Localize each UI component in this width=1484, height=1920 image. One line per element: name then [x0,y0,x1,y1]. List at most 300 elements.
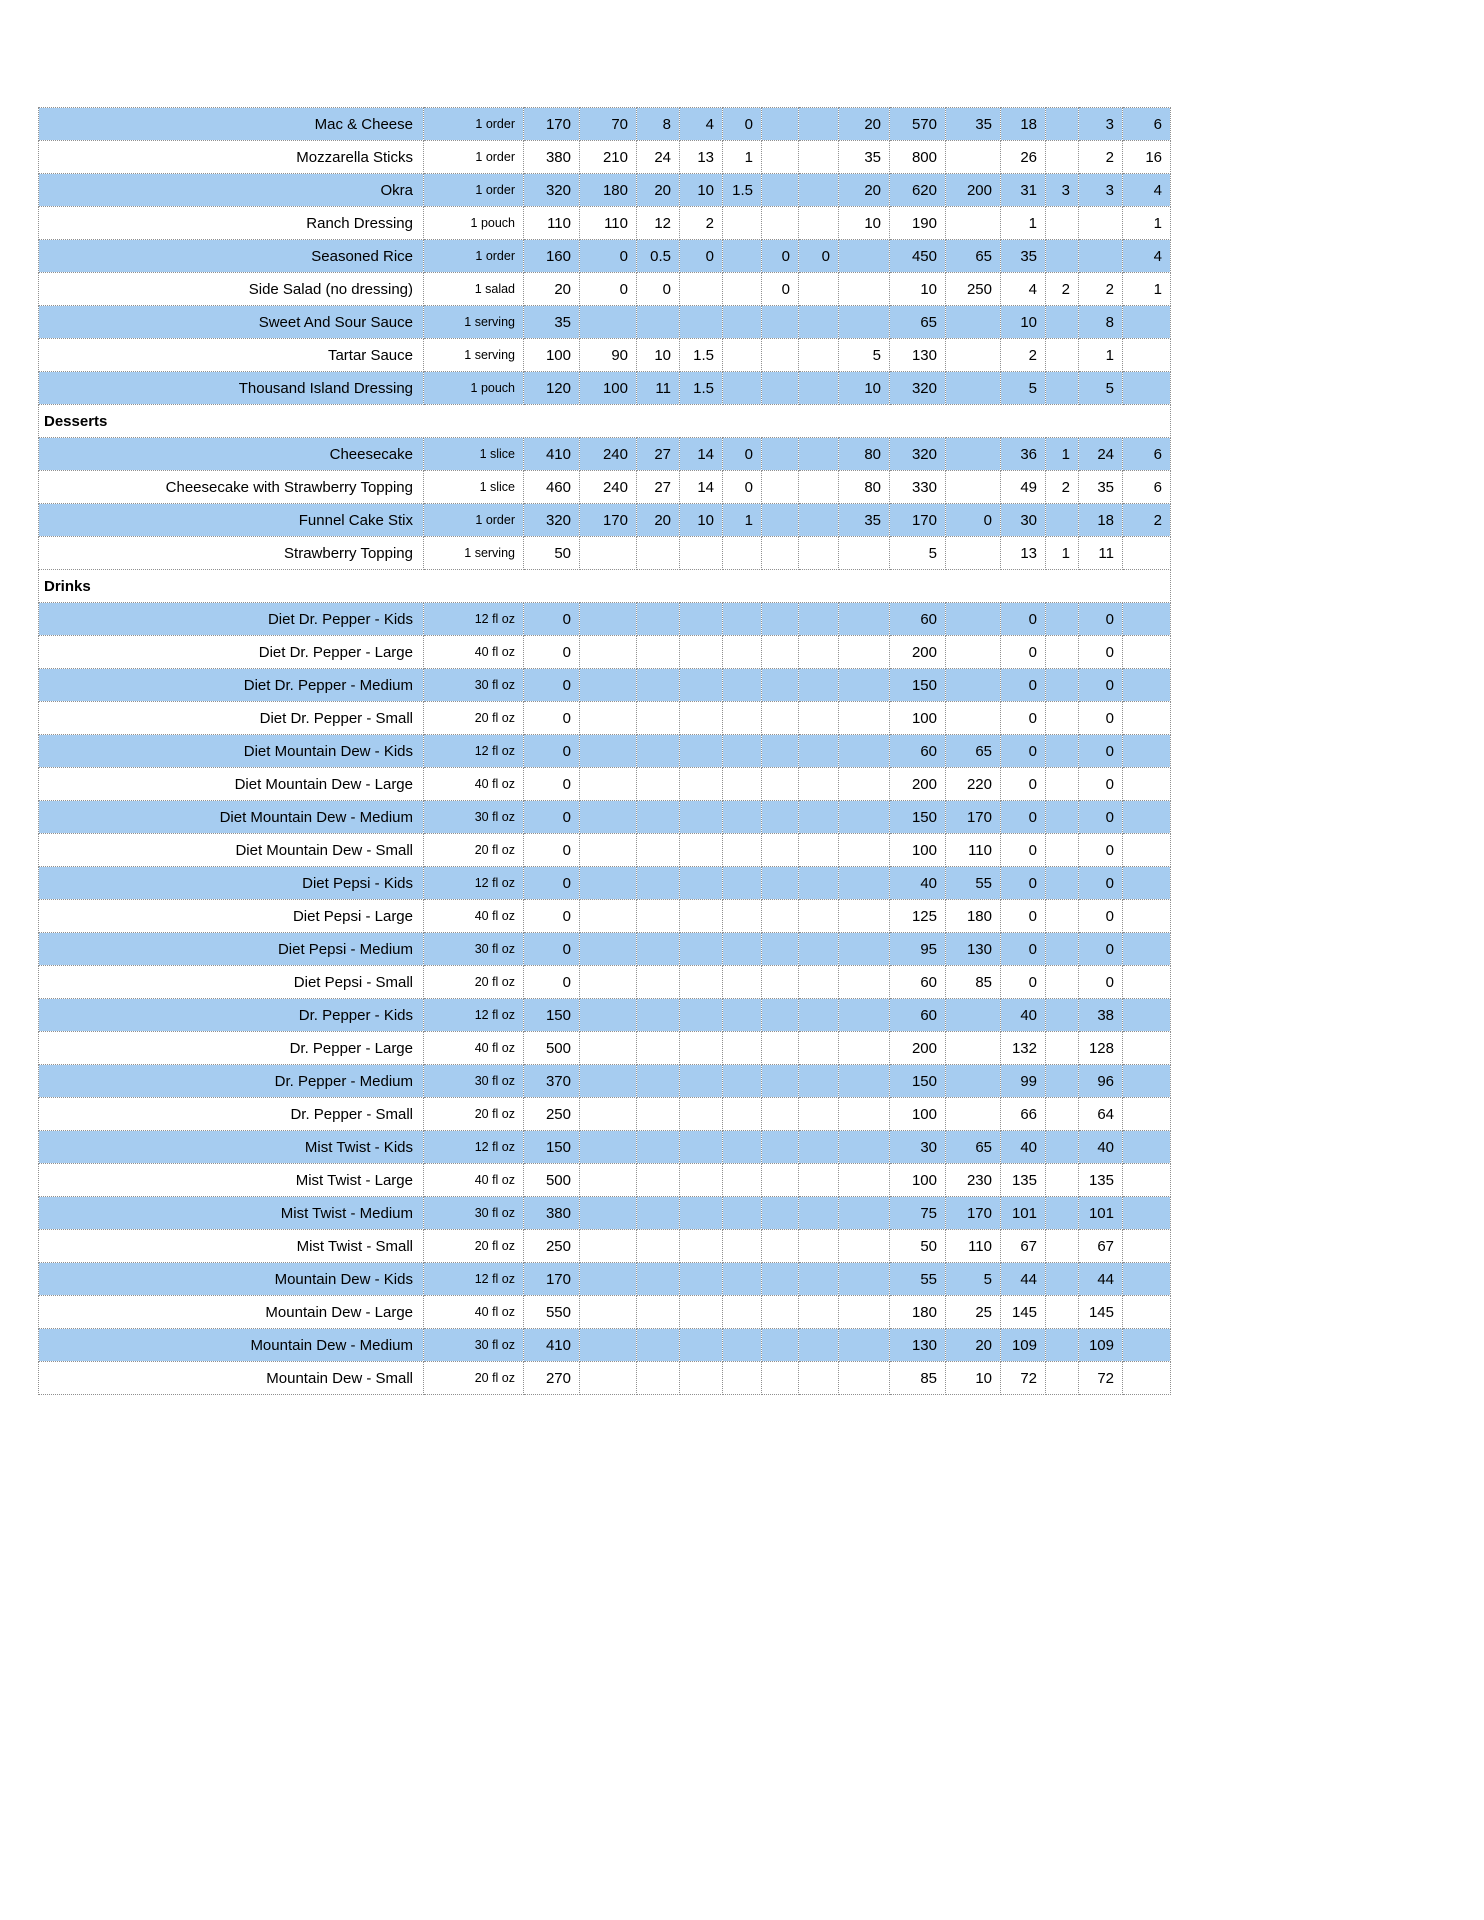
value-cell: 500 [524,1164,580,1197]
serving-size: 1 pouch [424,372,524,405]
value-cell [762,834,799,867]
value-cell [799,999,839,1032]
serving-size: 1 order [424,240,524,273]
value-cell: 320 [524,174,580,207]
value-cell: 460 [524,471,580,504]
item-name: Mountain Dew - Small [39,1362,424,1395]
value-cell [580,1230,637,1263]
value-cell [680,966,723,999]
value-cell [799,273,839,306]
value-cell: 101 [1001,1197,1046,1230]
value-cell: 60 [890,735,946,768]
serving-size: 40 fl oz [424,768,524,801]
value-cell: 0 [524,867,580,900]
value-cell [799,1164,839,1197]
value-cell: 0 [524,801,580,834]
value-cell [839,1131,890,1164]
value-cell [723,966,762,999]
serving-size: 30 fl oz [424,1329,524,1362]
section-header-row [39,570,1171,603]
value-cell: 100 [524,339,580,372]
value-cell [723,1032,762,1065]
value-cell [580,801,637,834]
value-cell [1046,1131,1079,1164]
value-cell: 0 [524,603,580,636]
value-cell: 4 [1123,240,1171,273]
serving-size: 12 fl oz [424,867,524,900]
value-cell: 8 [1079,306,1123,339]
value-cell [637,933,680,966]
value-cell [637,537,680,570]
value-cell: 13 [1001,537,1046,570]
value-cell: 85 [946,966,1001,999]
value-cell: 110 [946,1230,1001,1263]
value-cell [946,1032,1001,1065]
serving-size: 1 serving [424,306,524,339]
value-cell [946,306,1001,339]
value-cell: 50 [890,1230,946,1263]
value-cell: 18 [1001,108,1046,141]
value-cell [680,1098,723,1131]
value-cell [580,1329,637,1362]
value-cell [1046,999,1079,1032]
serving-size: 1 order [424,174,524,207]
item-name: Mist Twist - Medium [39,1197,424,1230]
value-cell [1046,933,1079,966]
value-cell [723,735,762,768]
value-cell [1046,504,1079,537]
item-name: Diet Pepsi - Medium [39,933,424,966]
section-header-row [39,405,1171,438]
value-cell [580,603,637,636]
value-cell [723,702,762,735]
serving-size: 12 fl oz [424,1263,524,1296]
value-cell [680,768,723,801]
value-cell: 35 [524,306,580,339]
value-cell: 170 [524,108,580,141]
value-cell: 230 [946,1164,1001,1197]
value-cell [799,834,839,867]
serving-size: 40 fl oz [424,1296,524,1329]
value-cell: 450 [890,240,946,273]
value-cell [1046,702,1079,735]
value-cell [637,1164,680,1197]
value-cell: 145 [1079,1296,1123,1329]
value-cell: 75 [890,1197,946,1230]
value-cell: 200 [890,636,946,669]
value-cell: 0 [1001,933,1046,966]
value-cell [762,1098,799,1131]
value-cell: 170 [890,504,946,537]
table-row [39,999,1171,1032]
value-cell: 4 [1123,174,1171,207]
value-cell: 800 [890,141,946,174]
value-cell [637,603,680,636]
value-cell [799,1032,839,1065]
item-name: Diet Dr. Pepper - Kids [39,603,424,636]
value-cell: 150 [524,1131,580,1164]
value-cell [580,1263,637,1296]
item-name: Diet Dr. Pepper - Medium [39,669,424,702]
item-name: Sweet And Sour Sauce [39,306,424,339]
value-cell [1079,240,1123,273]
value-cell: 55 [890,1263,946,1296]
value-cell [839,669,890,702]
value-cell: 0 [680,240,723,273]
value-cell: 35 [839,141,890,174]
table-row [39,1032,1171,1065]
value-cell: 2 [1123,504,1171,537]
value-cell: 0 [1079,603,1123,636]
value-cell: 250 [524,1230,580,1263]
value-cell: 96 [1079,1065,1123,1098]
value-cell [637,1263,680,1296]
item-name: Mountain Dew - Medium [39,1329,424,1362]
value-cell: 240 [580,471,637,504]
value-cell [680,1362,723,1395]
value-cell: 0 [946,504,1001,537]
value-cell [839,1296,890,1329]
value-cell: 49 [1001,471,1046,504]
table-row [39,108,1171,141]
value-cell [799,504,839,537]
value-cell: 145 [1001,1296,1046,1329]
value-cell [680,735,723,768]
value-cell [839,1362,890,1395]
value-cell [799,867,839,900]
value-cell [723,900,762,933]
value-cell [799,471,839,504]
item-name: Cheesecake [39,438,424,471]
value-cell [799,207,839,240]
value-cell [946,471,1001,504]
value-cell: 20 [637,174,680,207]
value-cell [580,966,637,999]
value-cell [1123,1197,1171,1230]
value-cell [1123,801,1171,834]
value-cell: 270 [524,1362,580,1395]
value-cell [680,537,723,570]
value-cell: 1 [1079,339,1123,372]
value-cell: 35 [1001,240,1046,273]
value-cell [723,240,762,273]
value-cell: 0 [524,735,580,768]
value-cell [799,141,839,174]
serving-size: 1 salad [424,273,524,306]
item-name: Diet Pepsi - Large [39,900,424,933]
value-cell [839,1263,890,1296]
value-cell [637,306,680,339]
value-cell: 0 [1079,669,1123,702]
value-cell [1123,372,1171,405]
value-cell [946,669,1001,702]
value-cell: 67 [1001,1230,1046,1263]
value-cell [1123,1362,1171,1395]
value-cell [799,174,839,207]
value-cell: 3 [1079,108,1123,141]
value-cell: 0 [1079,768,1123,801]
value-cell: 27 [637,471,680,504]
value-cell [1046,834,1079,867]
value-cell: 170 [524,1263,580,1296]
item-name: Diet Mountain Dew - Medium [39,801,424,834]
table-row [39,1296,1171,1329]
value-cell [580,999,637,1032]
value-cell [1123,867,1171,900]
serving-size: 1 order [424,108,524,141]
value-cell: 0 [723,108,762,141]
value-cell: 10 [637,339,680,372]
value-cell: 10 [680,504,723,537]
value-cell: 2 [680,207,723,240]
value-cell: 14 [680,438,723,471]
value-cell: 10 [839,372,890,405]
value-cell [1046,735,1079,768]
value-cell: 10 [680,174,723,207]
value-cell [799,768,839,801]
value-cell: 150 [890,801,946,834]
value-cell: 132 [1001,1032,1046,1065]
value-cell [1046,207,1079,240]
item-name: Mountain Dew - Large [39,1296,424,1329]
serving-size: 1 slice [424,438,524,471]
value-cell [799,966,839,999]
value-cell: 0 [1001,669,1046,702]
value-cell: 109 [1079,1329,1123,1362]
value-cell [839,966,890,999]
value-cell [580,768,637,801]
value-cell [762,372,799,405]
value-cell [680,273,723,306]
value-cell: 6 [1123,438,1171,471]
value-cell [680,1164,723,1197]
value-cell [723,669,762,702]
value-cell [839,1032,890,1065]
item-name: Okra [39,174,424,207]
value-cell [799,933,839,966]
value-cell [1123,999,1171,1032]
table-row [39,933,1171,966]
value-cell [762,603,799,636]
value-cell [946,636,1001,669]
value-cell: 60 [890,966,946,999]
value-cell [839,1164,890,1197]
value-cell: 160 [524,240,580,273]
value-cell [799,735,839,768]
value-cell [1046,1362,1079,1395]
value-cell: 13 [680,141,723,174]
value-cell: 85 [890,1362,946,1395]
value-cell [839,1197,890,1230]
value-cell [637,966,680,999]
value-cell [1046,1296,1079,1329]
value-cell [762,669,799,702]
value-cell [762,900,799,933]
value-cell: 200 [890,1032,946,1065]
item-name: Diet Dr. Pepper - Small [39,702,424,735]
value-cell: 20 [637,504,680,537]
value-cell: 210 [580,141,637,174]
value-cell: 200 [890,768,946,801]
value-cell [762,1065,799,1098]
value-cell [799,1263,839,1296]
value-cell: 1 [1046,438,1079,471]
value-cell: 130 [890,1329,946,1362]
value-cell: 2 [1001,339,1046,372]
value-cell [580,306,637,339]
serving-size: 30 fl oz [424,669,524,702]
value-cell [723,867,762,900]
value-cell [580,1032,637,1065]
value-cell [946,1098,1001,1131]
value-cell: 370 [524,1065,580,1098]
value-cell: 170 [580,504,637,537]
value-cell: 40 [1001,1131,1046,1164]
value-cell: 50 [524,537,580,570]
value-cell [637,735,680,768]
value-cell: 120 [524,372,580,405]
value-cell [637,669,680,702]
value-cell: 150 [524,999,580,1032]
value-cell: 0 [1079,966,1123,999]
value-cell: 20 [946,1329,1001,1362]
value-cell [839,801,890,834]
value-cell: 220 [946,768,1001,801]
value-cell: 95 [890,933,946,966]
table-row [39,372,1171,405]
value-cell [1123,1230,1171,1263]
value-cell [1046,801,1079,834]
item-name: Thousand Island Dressing [39,372,424,405]
value-cell [580,1164,637,1197]
value-cell: 2 [1079,273,1123,306]
value-cell [839,999,890,1032]
value-cell [799,603,839,636]
value-cell [723,603,762,636]
value-cell [799,1197,839,1230]
value-cell: 36 [1001,438,1046,471]
value-cell: 27 [637,438,680,471]
value-cell [1046,240,1079,273]
value-cell [580,834,637,867]
table-row [39,1230,1171,1263]
value-cell: 65 [946,240,1001,273]
value-cell [1046,1032,1079,1065]
value-cell [762,141,799,174]
table-row [39,966,1171,999]
value-cell [799,438,839,471]
table-row [39,174,1171,207]
value-cell [762,636,799,669]
value-cell: 3 [1046,174,1079,207]
value-cell: 0 [1079,636,1123,669]
value-cell [1123,339,1171,372]
value-cell [762,999,799,1032]
value-cell: 1 [723,504,762,537]
value-cell [799,702,839,735]
value-cell: 66 [1001,1098,1046,1131]
value-cell: 380 [524,1197,580,1230]
value-cell: 31 [1001,174,1046,207]
value-cell [839,603,890,636]
value-cell [1046,867,1079,900]
value-cell [680,1197,723,1230]
value-cell: 80 [839,471,890,504]
value-cell: 135 [1001,1164,1046,1197]
value-cell [637,1230,680,1263]
value-cell: 380 [524,141,580,174]
item-name: Mist Twist - Large [39,1164,424,1197]
value-cell [637,1032,680,1065]
value-cell: 180 [890,1296,946,1329]
value-cell: 0 [524,834,580,867]
value-cell [723,339,762,372]
value-cell [680,999,723,1032]
value-cell: 72 [1001,1362,1046,1395]
table-row [39,1263,1171,1296]
serving-size: 20 fl oz [424,1098,524,1131]
value-cell: 0 [1001,768,1046,801]
value-cell [637,900,680,933]
value-cell [799,1065,839,1098]
serving-size: 40 fl oz [424,636,524,669]
value-cell: 5 [1001,372,1046,405]
value-cell [1123,1296,1171,1329]
value-cell [580,1131,637,1164]
value-cell [839,702,890,735]
table-row [39,504,1171,537]
value-cell [946,438,1001,471]
value-cell [680,1329,723,1362]
value-cell [680,702,723,735]
value-cell [762,339,799,372]
value-cell [762,1329,799,1362]
value-cell [723,1164,762,1197]
value-cell [637,867,680,900]
serving-size: 1 serving [424,339,524,372]
value-cell [637,834,680,867]
section-header: Drinks [39,570,1171,603]
value-cell [1123,702,1171,735]
value-cell [580,735,637,768]
value-cell [1123,1098,1171,1131]
value-cell [946,1065,1001,1098]
item-name: Mist Twist - Small [39,1230,424,1263]
value-cell [839,240,890,273]
value-cell [839,834,890,867]
value-cell [1046,108,1079,141]
serving-size: 1 order [424,141,524,174]
value-cell [762,174,799,207]
value-cell [762,438,799,471]
value-cell [1123,900,1171,933]
item-name: Diet Mountain Dew - Large [39,768,424,801]
value-cell [762,504,799,537]
value-cell: 5 [890,537,946,570]
value-cell: 1 [1123,273,1171,306]
value-cell [723,372,762,405]
value-cell [839,1230,890,1263]
value-cell [1046,669,1079,702]
value-cell: 180 [580,174,637,207]
value-cell: 5 [1079,372,1123,405]
value-cell [723,306,762,339]
serving-size: 20 fl oz [424,1230,524,1263]
value-cell: 500 [524,1032,580,1065]
value-cell: 240 [580,438,637,471]
value-cell: 12 [637,207,680,240]
value-cell: 0 [1001,966,1046,999]
